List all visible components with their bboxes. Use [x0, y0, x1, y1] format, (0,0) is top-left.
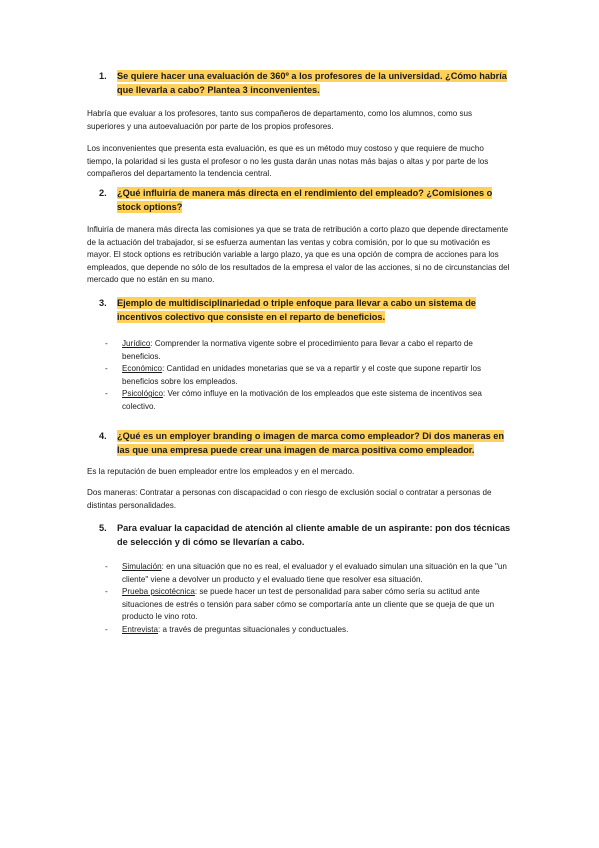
item-text: : en una situación que no es real, el evaluador y el evaluado simulan una situación en la que "un cliente" viene a devolver un producto y el evaluado tiene que resolver esa situación.	[122, 562, 507, 584]
question-5	[87, 522, 512, 549]
answer-paragraph: Dos maneras: Contratar a personas con discapacidad o con riesgo de exclusión social o contratar a personas de distintas personalidades.	[87, 488, 492, 510]
item-term: Prueba psicotécnica	[122, 587, 195, 596]
question-text: Para evaluar la capacidad de atención al cliente amable de un aspirante: pon dos técnicas de selección y di cómo se llevarían a cabo.	[117, 523, 511, 547]
question-text: ¿Qué es un employer branding o imagen de marca como empleador? Di dos maneras en las que una empresa puede crear una imagen de marca positiva como empleador.	[117, 431, 504, 455]
list-item: - Jurídico: Comprender la normativa vigente sobre el procedimiento para llevar a cabo el reparto de beneficios.	[105, 339, 473, 361]
answer-paragraph: Influiría de manera más directa las comisiones ya que se trata de retribución a corto plazo que depende directamente de la actuación del trabajador, si se esfuerza aumentan las ventas y cobra comisión, por lo que su motivación es mayor. El stock options es retribución variable a largo plazo, ya que es una opción de compra de acciones para los empleados, que depende no sólo de los resultados de la empresa el valor de las acciones, si no de circunstancias del mercado que no están en su mano.	[87, 225, 510, 284]
item-text: : a través de preguntas situacionales y conductuales.	[158, 624, 349, 634]
answer-list	[87, 561, 512, 636]
item-term: Entrevista	[122, 624, 158, 634]
answer-paragraph: Los inconvenientes que presenta esta evaluación, es que es un método muy costoso y que requiere de mucho tiempo, la polaridad si les gusta el profesor o no les gusta darán unas notas más bajas o altas y por parte de los compañeros del departamento la tendencia central.	[87, 144, 489, 178]
item-text: : Cantidad en unidades monetarias que se va a repartir y el coste que supone repartir los beneficios sobre los empleados.	[122, 364, 482, 386]
item-text: : Ver cómo influye en la motivación de los empleados que este sistema de incentivos sea colectivo.	[122, 389, 482, 411]
question-3	[87, 297, 512, 324]
item-term: Psicológico	[122, 389, 163, 398]
answer-list	[87, 338, 512, 413]
question-2	[87, 187, 512, 214]
list-item: - Psicológico: Ver cómo influye en la motivación de los empleados que este sistema de incentivos sea colectivo.	[105, 389, 482, 411]
item-text: : se puede hacer un test de personalidad para saber cómo sería su actitud ante situaciones de estrés o tensión para saber cómo se comportaría ante un cliente que se queja de que un producto le vino roto.	[122, 587, 495, 621]
question-number: 5.	[99, 523, 107, 533]
question-number: 4.	[99, 431, 107, 441]
list-item: - Simulación: en una situación que no es real, el evaluador y el evaluado simulan una situación en la que "un cliente" viene a devolver un producto y el evaluado tiene que resolver esa situación.	[105, 562, 507, 584]
answer-paragraph: Habría que evaluar a los profesores, tanto sus compañeros de departamento, como los alumnos, como sus superiores y una autoevaluación por parte de los propios profesores.	[87, 109, 473, 131]
question-4	[87, 430, 512, 457]
question-text: Ejemplo de multidisciplinariedad o triple enfoque para llevar a cabo un sistema de incentivos colectivo que consiste en el reparto de beneficios.	[117, 298, 476, 322]
question-number: 3.	[99, 298, 107, 308]
list-item: - Económico: Cantidad en unidades monetarias que se va a repartir y el coste que supone repartir los beneficios sobre los empleados.	[105, 364, 482, 386]
answer-paragraph: Es la reputación de buen empleador entre los empleados y en el mercado.	[87, 467, 355, 476]
question-text: Se quiere hacer una evaluación de 360º a los profesores de la universidad. ¿Cómo habría que llevarla a cabo? Plantea 3 inconvenientes.	[117, 71, 507, 95]
question-1	[87, 70, 512, 97]
item-term: Jurídico	[122, 339, 151, 348]
question-number: 2.	[99, 188, 107, 198]
item-term: Simulación	[122, 562, 162, 571]
item-text: : Comprender la normativa vigente sobre el procedimiento para llevar a cabo el reparto de beneficios.	[122, 339, 473, 361]
question-number: 1.	[99, 71, 107, 81]
list-item: - Prueba psicotécnica: se puede hacer un test de personalidad para saber cómo sería su actitud ante situaciones de estrés o tensión para saber cómo se comportaría ante un cliente que se queja de que un producto le vino roto.	[105, 587, 495, 621]
list-item: - Entrevista: a través de preguntas situacionales y conductuales.	[105, 624, 349, 634]
item-term: Económico	[122, 364, 163, 373]
question-text: ¿Qué influiría de manera más directa en el rendimiento del empleado? ¿Comisiones o stock options?	[117, 188, 493, 212]
